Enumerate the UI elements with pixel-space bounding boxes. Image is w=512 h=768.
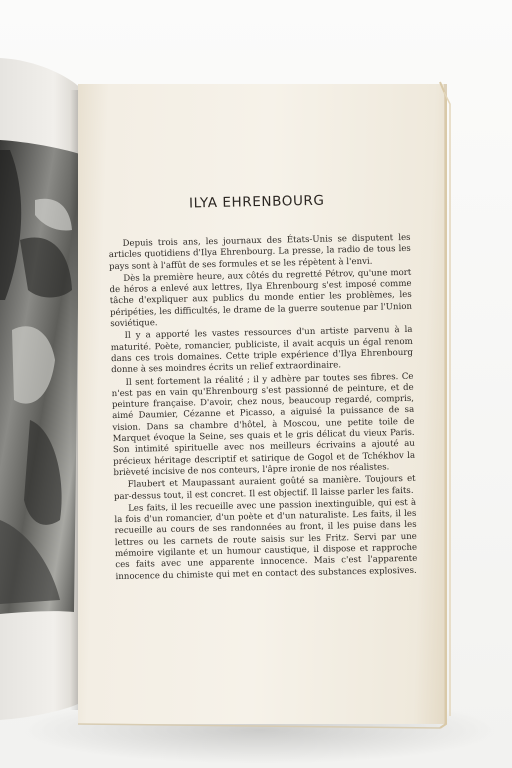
paragraph: Il sent fortement la réalité ; il y adhère par toutes ses fibres. Ce n'est pas en vain qu'Ehrenbourg s'est passionné de peinture, et de peinture française. D'avoir, chez nous, beaucoup regardé, compris, aimé Daumier, Cézanne et Picasso, a aiguisé la puissance de sa vision. Dans sa chambre d'hôtel, à Moscou, une petite toile de Marquet évoque la Seine, ses quais et le gris délicat du vieux Paris. Son intimité spirituelle avec nos meilleurs écrivains a ajouté au précieux héritage descriptif et satirique de Gogol et de Tchékhov la brièveté incisive de nos conteurs, l'âpre ironie de nos réalistes.: [111, 371, 416, 479]
paragraph: Les faits, il les recueille avec une passion inextinguible, qui est à la fois d'un romancier, d'un poète et d'un naturaliste. Les faits, il les recueille au cours de ses randonnées au front, il les puise dans les lettres ou les carnets de route saisis sur les Fritz. Servi par une mémoire vigilante et un humour caustique, il dispose et rapproche ces faits avec une apparente innocence. Mais c'est l'apparente innocence du chimiste qui met en contact des substances explosives.: [114, 497, 418, 582]
paragraph: Dès la première heure, aux côtés du regretté Pétrov, qu'une mort de héros a enlevé aux lettres, Ilya Ehrenbourg s'est imposé comme tâche d'expliquer aux publics du monde entier les problèmes, les péripéties, les difficultés, le drame de la guerre soutenue par l'Union soviétique.: [109, 267, 413, 330]
paragraph: Flaubert et Maupassant auraient goûté sa manière. Toujours et par-dessus tout, il est concret. Il est objectif. Il laisse parler les faits.: [113, 474, 416, 502]
paragraph: Il y a apporté les vastes ressources d'un artiste parvenu à la maturité. Poète, romancier, publiciste, il avait acquis un égal renom dans ces trois domaines. Cette triple expérience d'Ilya Ehrenbourg donne à ses moindres écrits un relief extraordinaire.: [110, 325, 414, 376]
chapter-title: ILYA EHRENBOURG: [188, 192, 325, 212]
paragraph: Depuis trois ans, les journaux des États-Unis se disputent les articles quotidiens d'Ilya Ehrenbourg. La presse, la radio de tous les pays sont à l'affût de ses formules et se les répètent à l'envi.: [108, 232, 411, 272]
